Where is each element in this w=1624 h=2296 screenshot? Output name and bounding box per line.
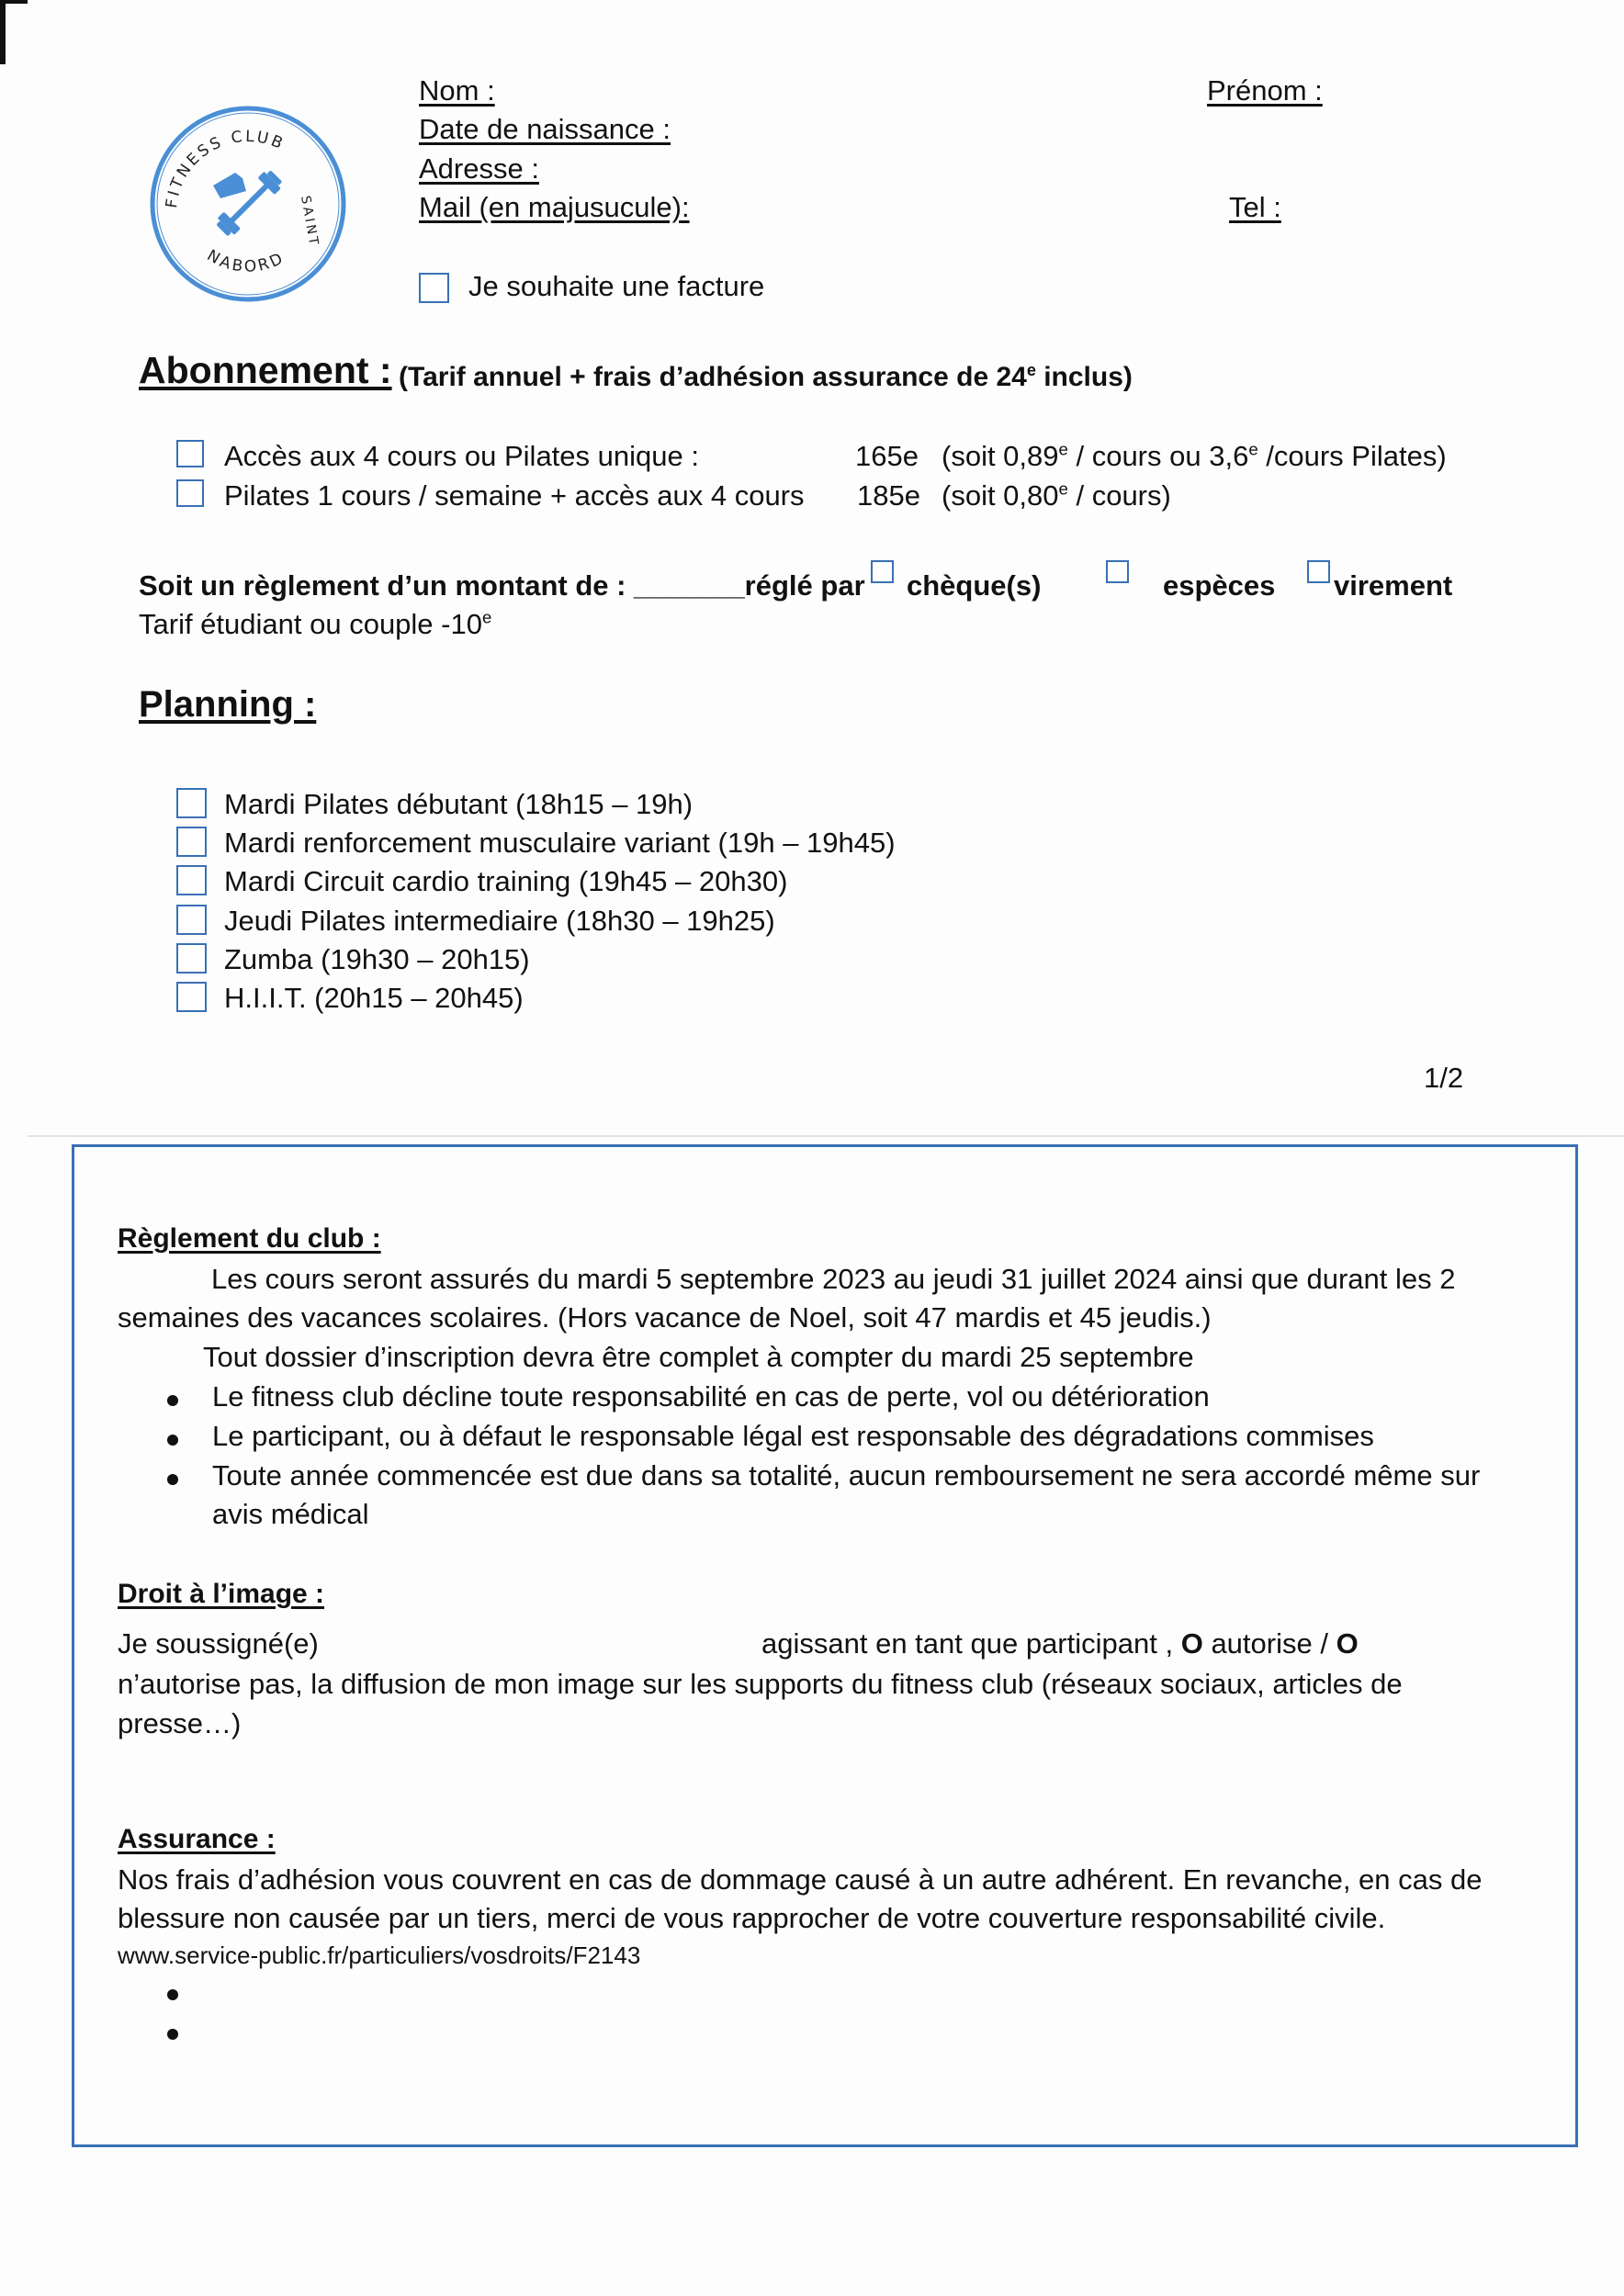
- reglement-bullet-cont: avis médical: [212, 1498, 369, 1530]
- especes-checkbox[interactable]: [1106, 560, 1129, 583]
- field-prenom: Prénom :: [1207, 74, 1323, 107]
- euro-sup: e: [1058, 439, 1068, 459]
- planning-item: Mardi Circuit cardio training (19h45 – 20h30): [224, 865, 788, 897]
- field-nom: Nom :: [419, 74, 495, 107]
- abonnement-option-checkbox[interactable]: [176, 479, 204, 507]
- logo-text-right: SAINT: [298, 194, 321, 249]
- especes-label: espèces: [1163, 569, 1276, 602]
- planning-item: Mardi Pilates débutant (18h15 – 19h): [224, 788, 694, 820]
- field-tel: Tel :: [1229, 191, 1281, 223]
- planning-item: Jeudi Pilates intermediaire (18h30 – 19h25): [224, 905, 775, 937]
- tarif-etudiant: [139, 607, 491, 641]
- detail-part: / cours ou 3,6: [1067, 440, 1249, 472]
- reglement-para1: Les cours seront assurés du mardi 5 septembre 2023 au jeudi 31 juillet 2024 ainsi que durant les 2: [211, 1263, 1456, 1295]
- droit-image-soussigne: Je soussigné(e): [118, 1627, 319, 1660]
- reglement-para2: Tout dossier d’inscription devra être complet à compter du mardi 25 septembre: [203, 1341, 1194, 1373]
- dumbbell-icon: [213, 167, 285, 239]
- reglement-bullet: Le fitness club décline toute responsabilité en cas de perte, vol ou détérioration: [212, 1380, 1210, 1412]
- detail-part: (soit 0,89: [942, 440, 1059, 472]
- page-number: 1/2: [1424, 1062, 1464, 1094]
- agissant-text: agissant en tant que participant ,: [761, 1627, 1174, 1660]
- abonnement-option-label: Accès aux 4 cours ou Pilates unique :: [224, 440, 699, 472]
- abonnement-title: Abonnement :: [139, 349, 392, 391]
- virement-checkbox[interactable]: [1307, 560, 1330, 583]
- field-mail: Mail (en majusucule):: [419, 191, 690, 223]
- regle-par-label: _______réglé par: [634, 569, 865, 602]
- logo-text-bottom: NABORD: [203, 246, 288, 276]
- bullet-dot: [167, 2029, 178, 2040]
- logo-emblem-icon: [147, 103, 349, 305]
- svg-text:NABORD: [204, 246, 288, 276]
- droit-image-line3: presse…): [118, 1707, 242, 1739]
- montant-label: [139, 568, 626, 602]
- facture-checkbox[interactable]: [419, 273, 449, 303]
- bullet-dot: [167, 1989, 178, 2000]
- bullet-dot: [167, 1435, 178, 1446]
- reglement-bullet: Toute année commencée est due dans sa totalité, aucun remboursement ne sera accordé même sur: [212, 1459, 1481, 1491]
- abonnement-subtitle: [399, 361, 1133, 394]
- planning-checkbox[interactable]: [176, 865, 207, 895]
- assurance-title: Assurance :: [118, 1824, 276, 1854]
- shoe-icon: [213, 173, 246, 198]
- assurance-line2: blessure non causée par un tiers, merci de vous rapprocher de votre couverture responsabilité civile.: [118, 1902, 1386, 1934]
- abonnement-option-detail: [942, 439, 1447, 473]
- abonnement-subtitle-end: inclus): [1035, 362, 1133, 392]
- bullet-dot: [167, 1395, 178, 1406]
- cheque-checkbox[interactable]: [871, 560, 894, 583]
- planning-item: Zumba (19h30 – 20h15): [224, 943, 530, 975]
- autorise-radio[interactable]: O: [1180, 1627, 1203, 1660]
- abonnement-subtitle-text: (Tarif annuel + frais d’adhésion assurance de 24: [399, 362, 1027, 392]
- euro-sup: e: [1058, 478, 1068, 499]
- assurance-link[interactable]: www.service-public.fr/particuliers/vosdroits/F2143: [118, 1941, 641, 1969]
- droit-image-title: Droit à l’image :: [118, 1579, 325, 1609]
- abonnement-option-price: 185e: [857, 479, 920, 512]
- droit-image-line2: n’autorise pas, la diffusion de mon image sur les supports du fitness club (réseaux sociaux, articles de: [118, 1668, 1403, 1700]
- abonnement-option-detail: [942, 478, 1171, 512]
- droit-image-agissant: [761, 1626, 1359, 1660]
- detail-part: (soit 0,80: [942, 479, 1059, 512]
- detail-part: / cours): [1067, 479, 1171, 512]
- fold-line: [28, 1135, 1624, 1137]
- field-adresse: Adresse :: [419, 152, 539, 185]
- euro-sup: e: [481, 607, 492, 627]
- reglement-title: Règlement du club :: [118, 1223, 381, 1254]
- planning-checkbox[interactable]: [176, 982, 207, 1012]
- planning-checkbox[interactable]: [176, 905, 207, 935]
- abonnement-option-price: 165e: [855, 440, 919, 472]
- scan-edge-mark-top: [0, 0, 28, 4]
- virement-label: virement: [1334, 569, 1453, 602]
- bullet-dot: [167, 1474, 178, 1485]
- reglement-para1-cont: semaines des vacances scolaires. (Hors vacance de Noel, soit 47 mardis et 45 jeudis.): [118, 1301, 1212, 1334]
- planning-item: H.I.I.T. (20h15 – 20h45): [224, 982, 524, 1014]
- field-date-naissance: Date de naissance :: [419, 113, 671, 145]
- abonnement-option-checkbox[interactable]: [176, 440, 204, 467]
- abonnement-option-label: Pilates 1 cours / semaine + accès aux 4 cours: [224, 479, 805, 512]
- montant-label-text: Soit un règlement d’un montant de :: [139, 569, 626, 602]
- cheque-label: chèque(s): [907, 569, 1042, 602]
- scan-edge-mark: [0, 0, 6, 64]
- n-autorise-radio[interactable]: O: [1336, 1627, 1359, 1660]
- autorise-text: autorise /: [1202, 1627, 1328, 1660]
- logo-text-top: FITNESS CLUB: [163, 127, 288, 209]
- euro-sup: e: [1026, 361, 1036, 379]
- planning-checkbox[interactable]: [176, 943, 207, 974]
- euro-sup: e: [1248, 439, 1258, 459]
- reglement-bullet: Le participant, ou à défaut le responsable légal est responsable des dégradations commises: [212, 1420, 1374, 1452]
- tarif-etudiant-text: Tarif étudiant ou couple -10: [139, 608, 482, 640]
- assurance-line1: Nos frais d’adhésion vous couvrent en cas de dommage causé à un autre adhérent. En revanche, en cas de: [118, 1863, 1483, 1896]
- planning-checkbox[interactable]: [176, 827, 207, 857]
- facture-label: Je souhaite une facture: [468, 270, 765, 302]
- planning-checkbox[interactable]: [176, 788, 207, 818]
- planning-title: Planning :: [139, 684, 317, 725]
- planning-item: Mardi renforcement musculaire variant (19h – 19h45): [224, 827, 896, 859]
- club-logo: [147, 103, 349, 305]
- detail-part: /cours Pilates): [1257, 440, 1447, 472]
